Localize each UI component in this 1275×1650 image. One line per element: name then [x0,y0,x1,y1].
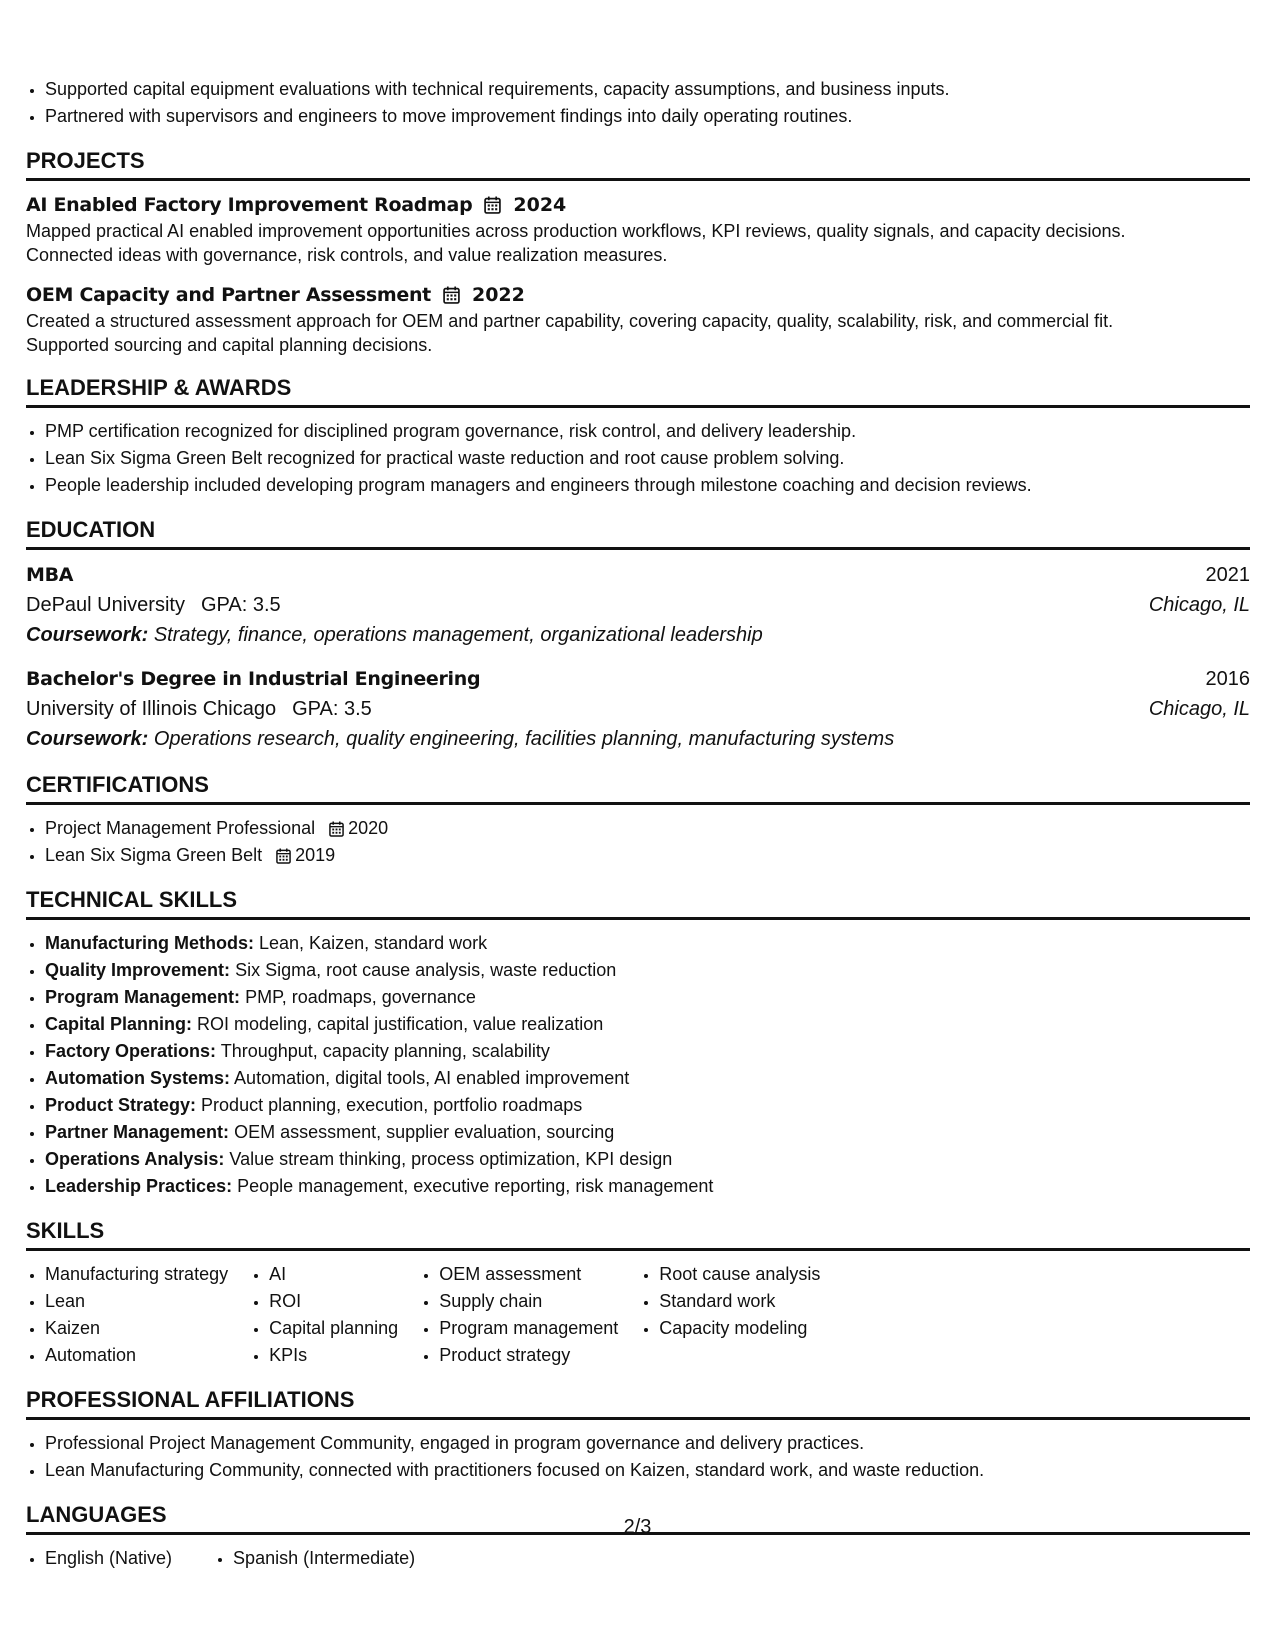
section-heading: SKILLS [26,1218,1250,1251]
list-item: • Lean Six Sigma Green Belt recognized for practical waste reduction and root cause problem solving. [45,445,1250,472]
school-name: University of Illinois Chicago [26,698,277,720]
project-year: 2024 [513,194,567,216]
affiliations-list [26,1430,1250,1484]
page-number: 2/3 [623,1516,652,1538]
list-item: • OEM assessment [439,1261,618,1288]
list-item [45,930,1250,957]
skill-values: ROI modeling, capital justification, value realization [197,1014,604,1034]
project-title: OEM Capacity and Partner Assessment [26,284,431,306]
coursework [26,620,1250,650]
school-location: Chicago, IL [1148,698,1250,720]
skill-values: Six Sigma, root cause analysis, waste reduction [235,960,617,980]
coursework-label: Coursework: [26,624,149,646]
skill-values: OEM assessment, supplier evaluation, sourcing [234,1122,615,1142]
certification-year: 2020 [348,818,389,838]
skill-category: Product Strategy: [45,1095,197,1115]
list-item [45,842,1250,869]
skill-category: Leadership Practices: [45,1176,233,1196]
resume-page [26,76,1250,1590]
coursework-label: Coursework: [26,728,149,750]
graduation-year: 2021 [1205,564,1250,586]
project-year: 2022 [471,284,525,306]
description-line: Mapped practical AI enabled improvement opportunities across production workflows, KPI reviews, quality signals, and capacity decisions. [26,221,1126,241]
skills-grid [26,1261,1250,1369]
calendar-icon [276,848,291,864]
skill-category: Program Management: [45,987,241,1007]
description-line: Supported sourcing and capital planning decisions. [26,335,433,355]
skill-values: Automation, digital tools, AI enabled improvement [234,1068,630,1088]
list-item: • Partnered with supervisors and engineers to move improvement findings into daily operating routines. [45,103,1250,130]
skill-values: PMP, roadmaps, governance [245,987,476,1007]
education-section [26,517,1250,754]
certification-name: • Project Management Professional [45,818,316,838]
education-entry [26,664,1250,754]
project-entry [26,281,1250,357]
list-item [45,1011,1250,1038]
skill-category: Partner Management: [45,1122,230,1142]
skill-category: Capital Planning: [45,1014,193,1034]
coursework-text: Strategy, finance, operations management, organizational leadership [153,624,763,646]
list-item: • Professional Project Management Community, engaged in program governance and delivery practices. [45,1430,1250,1457]
list-item: • AI [269,1261,398,1288]
list-item [45,815,1250,842]
languages-list [26,1545,1250,1572]
list-item [45,1038,1250,1065]
list-item: • Lean [45,1288,228,1315]
description-line: Created a structured assessment approach for OEM and partner capability, covering capacity, quality, scalability, risk, and commercial fit. [26,311,1114,331]
skill-category: Factory Operations: [45,1041,217,1061]
section-heading: PROJECTS [26,148,1250,181]
list-item: • Supported capital equipment evaluations with technical requirements, capacity assumptions, and business inputs. [45,76,1250,103]
list-item [45,984,1250,1011]
gpa: GPA: 3.5 [200,594,281,616]
skill-values: People management, executive reporting, risk management [237,1176,714,1196]
certification-name: • Lean Six Sigma Green Belt [45,845,263,865]
affiliations-section [26,1387,1250,1484]
experience-bullets [26,76,1250,130]
skills-column [26,1261,228,1369]
skills-column [250,1261,398,1369]
skill-values: Lean, Kaizen, standard work [259,933,488,953]
list-item [45,1173,1250,1200]
skill-category: Quality Improvement: [45,960,231,980]
technical-skills-section [26,887,1250,1200]
list-item: • KPIs [269,1342,398,1369]
list-item: • Program management [439,1315,618,1342]
list-item: • Manufacturing strategy [45,1261,228,1288]
list-item: • Lean Manufacturing Community, connected with practitioners focused on Kaizen, standard work, and waste reduction. [45,1457,1250,1484]
school-name: DePaul University [26,594,185,616]
list-item: • Kaizen [45,1315,228,1342]
technical-skills-list [26,930,1250,1200]
list-item: • Root cause analysis [659,1261,820,1288]
skill-category: Automation Systems: [45,1068,231,1088]
list-item: • Automation [45,1342,228,1369]
section-heading: LANGUAGES [26,1502,1250,1535]
coursework-text: Operations research, quality engineering, facilities planning, manufacturing systems [153,728,895,750]
gpa: GPA: 3.5 [292,698,372,720]
calendar-icon [484,196,501,214]
list-item [45,1146,1250,1173]
calendar-icon [443,286,460,304]
skills-column [640,1261,820,1369]
leadership-list [26,418,1250,499]
skill-category: Manufacturing Methods: [45,933,254,953]
skills-column [420,1261,618,1369]
list-item: • ROI [269,1288,398,1315]
certification-year: 2019 [295,845,336,865]
project-description [26,309,1250,357]
list-item [45,957,1250,984]
section-heading: PROFESSIONAL AFFILIATIONS [26,1387,1250,1420]
list-item: • People leadership included developing program managers and engineers through milestone coaching and decision reviews. [45,472,1250,499]
list-item: • English (Native) [45,1545,172,1572]
degree-title: MBA [26,564,74,586]
list-item: • Standard work [659,1288,820,1315]
skill-values: Throughput, capacity planning, scalability [220,1041,550,1061]
list-item [45,1119,1250,1146]
section-heading: TECHNICAL SKILLS [26,887,1250,920]
graduation-year: 2016 [1205,668,1250,690]
project-title: AI Enabled Factory Improvement Roadmap [26,194,473,216]
list-item: • Capital planning [269,1315,398,1342]
project-description [26,219,1250,267]
list-item [45,1065,1250,1092]
project-entry [26,191,1250,267]
list-item: • Supply chain [439,1288,618,1315]
leadership-section [26,375,1250,499]
skills-section [26,1218,1250,1369]
skill-category: Operations Analysis: [45,1149,225,1169]
skill-values: Product planning, execution, portfolio roadmaps [201,1095,583,1115]
section-heading: LEADERSHIP & AWARDS [26,375,1250,408]
list-item: • PMP certification recognized for disciplined program governance, risk control, and delivery leadership. [45,418,1250,445]
skill-values: Value stream thinking, process optimization, KPI design [229,1149,673,1169]
list-item [45,1092,1250,1119]
description-line: Connected ideas with governance, risk controls, and value realization measures. [26,245,668,265]
certifications-section [26,772,1250,869]
projects-section [26,148,1250,357]
list-item: • Spanish (Intermediate) [233,1545,415,1572]
section-heading: CERTIFICATIONS [26,772,1250,805]
education-entry [26,560,1250,650]
certifications-list [26,815,1250,869]
degree-title: Bachelor's Degree in Industrial Engineering [26,668,481,690]
school-location: Chicago, IL [1148,594,1250,616]
calendar-icon [329,821,344,837]
section-heading: EDUCATION [26,517,1250,550]
list-item: • Product strategy [439,1342,618,1369]
list-item: • Capacity modeling [659,1315,820,1342]
coursework [26,724,1250,754]
